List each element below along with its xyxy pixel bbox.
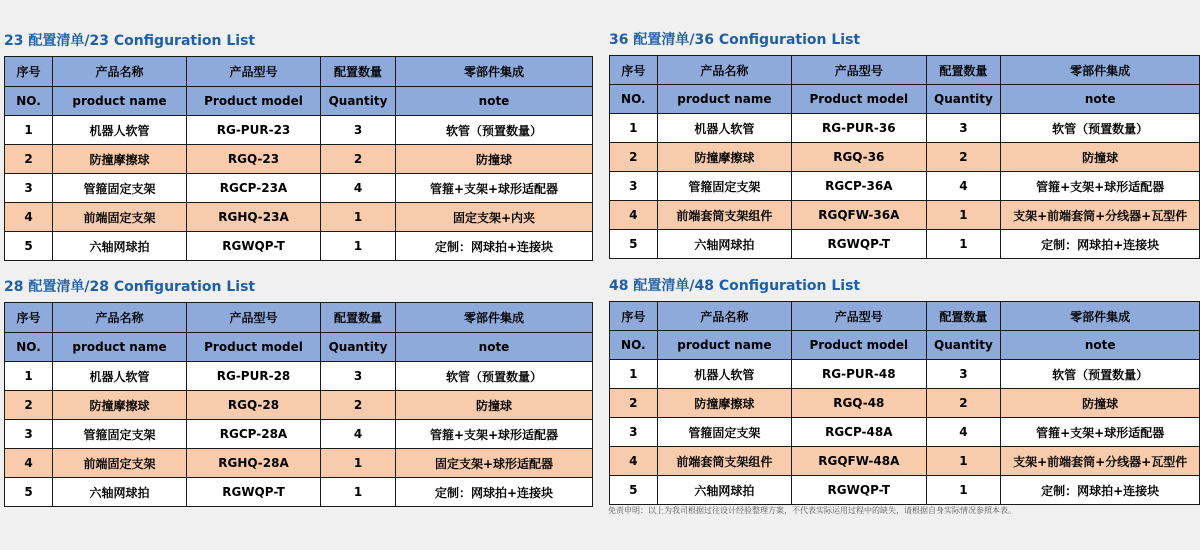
cell-product-name: 机器人软管: [657, 360, 791, 389]
cell-no: 5: [5, 478, 53, 507]
cell-product-model: RGHQ-23A: [187, 203, 321, 232]
header-cell: 配置数量: [926, 56, 1001, 85]
cell-product-model: RGWQP-T: [187, 478, 321, 507]
cell-note: 支架+前端套筒+分线器+瓦型件: [1001, 201, 1200, 230]
cell-no: 5: [5, 232, 53, 261]
header-cell: note: [396, 87, 593, 116]
header-cell: 产品型号: [792, 56, 926, 85]
cell-product-name: 前端套筒支架组件: [657, 201, 791, 230]
cell-quantity: 4: [321, 174, 396, 203]
cell-product-model: RGWQP-T: [187, 232, 321, 261]
table-row: [610, 201, 1200, 230]
header-cell: 序号: [5, 303, 53, 333]
config-table-28: [4, 302, 593, 507]
cell-quantity: 4: [926, 418, 1001, 447]
header-cell: 序号: [610, 56, 658, 85]
cell-product-model: RGQ-48: [792, 389, 926, 418]
cell-note: 管箍+支架+球形适配器: [1001, 172, 1200, 201]
header-cell: 产品型号: [187, 57, 321, 87]
header-cell: Product model: [792, 331, 926, 360]
cell-no: 3: [610, 172, 658, 201]
cell-no: 1: [5, 116, 53, 145]
cell-product-model: RGHQ-28A: [187, 449, 321, 478]
config-block-23: [4, 31, 593, 261]
header-cell: product name: [657, 85, 791, 114]
table-row: [610, 172, 1200, 201]
header-cell: NO.: [5, 333, 53, 362]
cell-product-model: RGQFW-48A: [792, 447, 926, 476]
header-cell: Quantity: [926, 85, 1001, 114]
cell-product-model: RGCP-36A: [792, 172, 926, 201]
cell-product-model: RGQ-36: [792, 143, 926, 172]
table-row: [610, 418, 1200, 447]
table-row: [610, 143, 1200, 172]
header-row-en: [610, 85, 1200, 114]
header-cell: 产品名称: [53, 57, 187, 87]
cell-note: 管箍+支架+球形适配器: [396, 174, 593, 203]
cell-product-model: RG-PUR-36: [792, 114, 926, 143]
cell-product-name: 防撞摩擦球: [657, 389, 791, 418]
cell-product-model: RGQ-28: [187, 391, 321, 420]
table-row: [5, 232, 593, 261]
cell-product-model: RGWQP-T: [792, 230, 926, 259]
table-row: [610, 389, 1200, 418]
header-cell: NO.: [5, 87, 53, 116]
cell-note: 防撞球: [396, 391, 593, 420]
cell-note: 固定支架+球形适配器: [396, 449, 593, 478]
cell-note: 固定支架+内夹: [396, 203, 593, 232]
header-cell: NO.: [610, 85, 658, 114]
cell-product-name: 前端固定支架: [53, 449, 187, 478]
cell-product-name: 机器人软管: [657, 114, 791, 143]
cell-note: 防撞球: [396, 145, 593, 174]
header-cell: 产品名称: [657, 302, 791, 331]
cell-quantity: 1: [321, 203, 396, 232]
header-cell: 配置数量: [321, 303, 396, 333]
header-cell: 产品型号: [187, 303, 321, 333]
disclaimer-text: 免责申明：以上为我司根据过往设计经验整理方案，不代表实际运用过程中的缺失，请根据自身实际情况参照本表。: [608, 506, 1016, 515]
cell-quantity: 4: [321, 420, 396, 449]
cell-quantity: 2: [321, 145, 396, 174]
cell-product-name: 机器人软管: [53, 116, 187, 145]
header-row-cn: [610, 56, 1200, 85]
config-block-36: [609, 30, 1200, 259]
cell-product-name: 管箍固定支架: [657, 418, 791, 447]
cell-note: 软管（预置数量）: [1001, 360, 1200, 389]
table-row: [610, 447, 1200, 476]
header-cell: 零部件集成: [1001, 56, 1200, 85]
cell-no: 3: [5, 174, 53, 203]
cell-product-name: 管箍固定支架: [53, 420, 187, 449]
header-cell: note: [1001, 331, 1200, 360]
config-block-28: [4, 277, 593, 507]
header-cell: 序号: [610, 302, 658, 331]
table-title: 23 配置清单/23 Configuration List: [4, 33, 256, 49]
table-row: [610, 114, 1200, 143]
header-cell: 零部件集成: [1001, 302, 1200, 331]
cell-no: 5: [610, 476, 658, 505]
cell-note: 定制：网球拍+连接块: [396, 478, 593, 507]
table-row: [5, 174, 593, 203]
cell-no: 1: [610, 114, 658, 143]
cell-note: 管箍+支架+球形适配器: [396, 420, 593, 449]
cell-quantity: 1: [926, 201, 1001, 230]
cell-quantity: 1: [321, 449, 396, 478]
header-cell: product name: [53, 87, 187, 116]
header-cell: 产品名称: [657, 56, 791, 85]
cell-no: 3: [610, 418, 658, 447]
header-cell: 产品名称: [53, 303, 187, 333]
cell-quantity: 1: [926, 476, 1001, 505]
cell-note: 定制：网球拍+连接块: [1001, 230, 1200, 259]
config-block-48: [609, 276, 1200, 505]
cell-quantity: 2: [321, 391, 396, 420]
cell-quantity: 4: [926, 172, 1001, 201]
cell-product-name: 防撞摩擦球: [657, 143, 791, 172]
config-table-48: [609, 301, 1200, 505]
header-cell: product name: [53, 333, 187, 362]
cell-product-name: 前端套筒支架组件: [657, 447, 791, 476]
cell-product-model: RGCP-23A: [187, 174, 321, 203]
cell-product-name: 管箍固定支架: [53, 174, 187, 203]
header-row-en: [610, 331, 1200, 360]
cell-no: 4: [610, 201, 658, 230]
cell-quantity: 1: [321, 232, 396, 261]
cell-product-model: RGCP-28A: [187, 420, 321, 449]
cell-quantity: 3: [926, 360, 1001, 389]
header-cell: Quantity: [321, 87, 396, 116]
table-title: 48 配置清单/48 Configuration List: [609, 278, 861, 294]
header-cell: Product model: [792, 85, 926, 114]
header-cell: 配置数量: [321, 57, 396, 87]
header-cell: Product model: [187, 333, 321, 362]
cell-quantity: 1: [321, 478, 396, 507]
cell-no: 1: [5, 362, 53, 391]
cell-note: 软管（预置数量）: [396, 116, 593, 145]
config-table-36: [609, 55, 1200, 259]
table-row: [610, 476, 1200, 505]
cell-no: 2: [610, 389, 658, 418]
cell-product-model: RGQ-23: [187, 145, 321, 174]
header-cell: Quantity: [926, 331, 1001, 360]
cell-product-name: 前端固定支架: [53, 203, 187, 232]
cell-no: 2: [5, 391, 53, 420]
cell-note: 管箍+支架+球形适配器: [1001, 418, 1200, 447]
cell-note: 定制：网球拍+连接块: [396, 232, 593, 261]
cell-quantity: 3: [321, 116, 396, 145]
cell-no: 3: [5, 420, 53, 449]
cell-quantity: 1: [926, 447, 1001, 476]
cell-product-model: RG-PUR-28: [187, 362, 321, 391]
header-row-cn: [5, 57, 593, 87]
table-row: [5, 391, 593, 420]
header-cell: 零部件集成: [396, 303, 593, 333]
header-cell: 配置数量: [926, 302, 1001, 331]
cell-product-name: 六轴网球拍: [53, 232, 187, 261]
cell-quantity: 3: [926, 114, 1001, 143]
cell-no: 4: [5, 449, 53, 478]
header-row-cn: [610, 302, 1200, 331]
cell-product-name: 六轴网球拍: [657, 230, 791, 259]
header-cell: Product model: [187, 87, 321, 116]
cell-quantity: 2: [926, 389, 1001, 418]
table-row: [5, 362, 593, 391]
cell-product-name: 管箍固定支架: [657, 172, 791, 201]
cell-quantity: 3: [321, 362, 396, 391]
table-row: [5, 449, 593, 478]
cell-product-model: RGCP-48A: [792, 418, 926, 447]
cell-product-name: 六轴网球拍: [657, 476, 791, 505]
cell-no: 5: [610, 230, 658, 259]
header-cell: note: [396, 333, 593, 362]
table-row: [5, 420, 593, 449]
cell-no: 2: [5, 145, 53, 174]
header-cell: note: [1001, 85, 1200, 114]
header-cell: NO.: [610, 331, 658, 360]
table-row: [5, 203, 593, 232]
cell-note: 支架+前端套筒+分线器+瓦型件: [1001, 447, 1200, 476]
header-cell: 序号: [5, 57, 53, 87]
cell-quantity: 1: [926, 230, 1001, 259]
table-row: [610, 230, 1200, 259]
cell-no: 4: [5, 203, 53, 232]
cell-no: 2: [610, 143, 658, 172]
header-row-en: [5, 87, 593, 116]
cell-product-name: 防撞摩擦球: [53, 145, 187, 174]
header-cell: Quantity: [321, 333, 396, 362]
table-row: [5, 145, 593, 174]
cell-no: 4: [610, 447, 658, 476]
table-row: [610, 360, 1200, 389]
cell-note: 定制：网球拍+连接块: [1001, 476, 1200, 505]
cell-no: 1: [610, 360, 658, 389]
header-cell: 零部件集成: [396, 57, 593, 87]
cell-product-model: RGQFW-36A: [792, 201, 926, 230]
cell-note: 软管（预置数量）: [396, 362, 593, 391]
table-title: 36 配置清单/36 Configuration List: [609, 32, 861, 48]
cell-product-name: 防撞摩擦球: [53, 391, 187, 420]
header-cell: product name: [657, 331, 791, 360]
cell-note: 软管（预置数量）: [1001, 114, 1200, 143]
cell-product-model: RG-PUR-23: [187, 116, 321, 145]
cell-product-model: RG-PUR-48: [792, 360, 926, 389]
cell-product-model: RGWQP-T: [792, 476, 926, 505]
table-row: [5, 116, 593, 145]
table-row: [5, 478, 593, 507]
header-cell: 产品型号: [792, 302, 926, 331]
cell-product-name: 机器人软管: [53, 362, 187, 391]
cell-note: 防撞球: [1001, 143, 1200, 172]
cell-quantity: 2: [926, 143, 1001, 172]
cell-note: 防撞球: [1001, 389, 1200, 418]
header-row-cn: [5, 303, 593, 333]
cell-product-name: 六轴网球拍: [53, 478, 187, 507]
header-row-en: [5, 333, 593, 362]
table-title: 28 配置清单/28 Configuration List: [4, 279, 256, 295]
config-table-23: [4, 56, 593, 261]
